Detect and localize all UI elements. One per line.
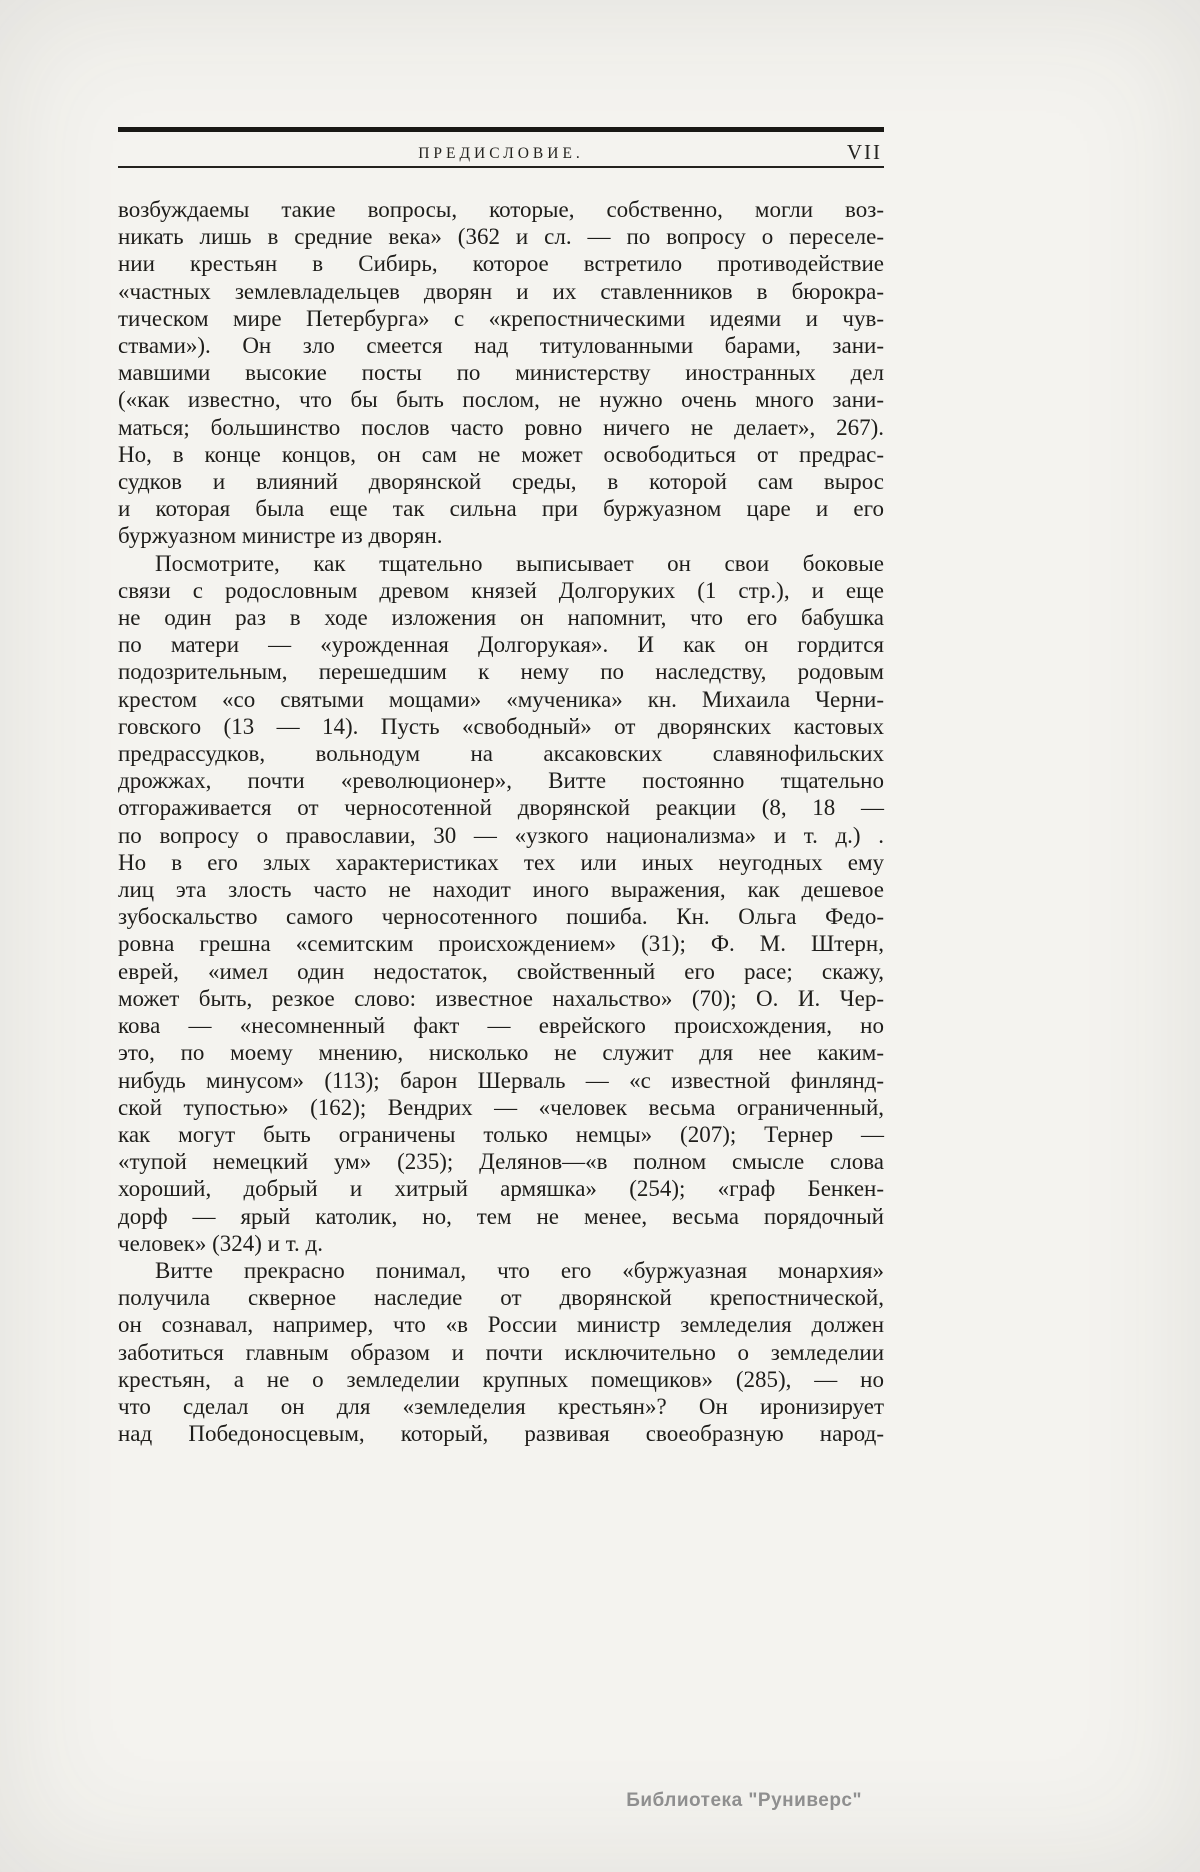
text-line: хороший, добрый и хитрый армяшка» (254); «граф Бенкен- xyxy=(118,1176,884,1202)
text-line: Витте прекрасно понимал, что его «буржуазная монархия» xyxy=(155,1257,884,1283)
text-line: «тупой немецкий ум» (235); Делянов—«в полном смысле слова xyxy=(118,1149,884,1175)
text-line: предрассудков, вольнодум на аксаковских славянофильских xyxy=(118,741,884,767)
text-line: «частных землевладельцев дворян и их ставленников в бюрокра- xyxy=(118,278,884,304)
text-line: и которая была еще так сильна при буржуазном царе и его xyxy=(118,496,884,522)
page-number: VII xyxy=(846,140,882,164)
text-line: тическом мире Петербурга» с «крепостническими идеями и чув- xyxy=(118,305,884,331)
text-line: по вопросу о православии, 30 — «узкого национализма» и т. д.) . xyxy=(118,822,884,848)
text-line: Посмотрите, как тщательно выписывает он свои боковые xyxy=(155,550,884,576)
text-line: отгораживается от черносотенной дворянской реакции (8, 18 — xyxy=(118,795,884,821)
text-line: он сознавал, например, что «в России министр земледелия должен xyxy=(118,1312,884,1338)
text-line: нибудь минусом» (113); барон Шерваль — «с известной финлянд- xyxy=(118,1067,884,1093)
running-title: ПРЕДИСЛОВИЕ. xyxy=(418,145,584,162)
text-line: Но в его злых характеристиках тех или иных неугодных ему xyxy=(118,849,884,875)
text-line: буржуазном министре из дворян. xyxy=(118,523,443,549)
paragraph xyxy=(118,1257,884,1447)
text-line: никать лишь в средние века» (362 и сл. — по вопросу о переселе- xyxy=(118,224,884,250)
page-header xyxy=(118,127,884,168)
paragraph xyxy=(118,550,884,1257)
text-line: по матери — «урожденная Долгорукая». И как он гордится xyxy=(118,632,884,658)
text-line: зубоскальство самого черносотенного пошиба. Кн. Ольга Федо- xyxy=(118,904,884,930)
header-row xyxy=(118,138,884,166)
book-page xyxy=(118,0,884,1447)
text-line: лиц эта злость часто не находит иного выражения, как дешевое xyxy=(118,877,884,903)
text-line: не один раз в ходе изложения он напомнит, что его бабушка xyxy=(118,605,884,631)
library-watermark: Библиотека "Руниверс" xyxy=(626,1790,862,1811)
text-line: что сделал он для «земледелия крестьян»? Он иронизирует xyxy=(118,1393,884,1419)
text-line: дрожжах, почти «революционер», Витте постоянно тщательно xyxy=(118,768,884,794)
body-text xyxy=(118,196,884,1447)
text-line: крестом «со святыми мощами» «мученика» кн. Михаила Черни- xyxy=(118,686,884,712)
text-line: над Победоносцевым, который, развивая своеобразную народ- xyxy=(118,1421,884,1447)
text-line: связи с родословным древом князей Долгоруких (1 стр.), и еще xyxy=(118,577,884,603)
text-line: говского (13 — 14). Пусть «свободный» от дворянских кастовых xyxy=(118,713,884,739)
text-line: Но, в конце концов, он сам не может освободиться от предрас- xyxy=(118,441,884,467)
text-line: человек» (324) и т. д. xyxy=(118,1230,324,1256)
text-line: ровна грешна «семитским происхождением» (31); Ф. М. Штерн, xyxy=(118,931,884,957)
text-line: получила скверное наследие от дворянской крепостнической, xyxy=(118,1285,884,1311)
header-rule-bottom xyxy=(118,166,884,168)
text-line: заботиться главным образом и почти исключительно о земледелии xyxy=(118,1339,884,1365)
text-line: ствами»). Он зло смеется над титулованными барами, зани- xyxy=(118,333,884,359)
text-line: может быть, резкое слово: известное нахальство» (70); О. И. Чер- xyxy=(118,985,884,1011)
text-line: мавшими высокие посты по министерству иностранных дел xyxy=(118,360,884,386)
text-line: ской тупостью» (162); Вендрих — «человек весьма ограниченный, xyxy=(118,1094,884,1120)
text-line: это, по моему мнению, нисколько не служит для нее каким- xyxy=(118,1040,884,1066)
text-line: еврей, «имел один недостаток, свойственный его расе; скажу, xyxy=(118,958,884,984)
text-line: как могут быть ограничены только немцы» (207); Тернер — xyxy=(118,1121,884,1147)
text-line: маться; большинство послов часто ровно ничего не делает», 267). xyxy=(118,414,884,440)
header-rule-top xyxy=(118,127,884,132)
paragraph xyxy=(118,196,884,550)
text-line: кова — «несомненный факт — еврейского происхождения, но xyxy=(118,1013,884,1039)
text-line: возбуждаемы такие вопросы, которые, собственно, могли воз- xyxy=(118,197,884,222)
text-line: судков и влияний дворянской среды, в которой сам вырос xyxy=(118,469,884,495)
text-line: («как известно, что бы быть послом, не нужно очень много зани- xyxy=(118,387,884,413)
text-line: нии крестьян в Сибирь, которое встретило противодействие xyxy=(118,251,884,277)
text-line: подозрительным, перешедшим к нему по наследству, родовым xyxy=(118,659,884,685)
text-line: крестьян, а не о земледелии крупных помещиков» (285), — но xyxy=(118,1366,884,1392)
text-line: дорф — ярый католик, но, тем не менее, весьма порядочный xyxy=(118,1203,884,1229)
